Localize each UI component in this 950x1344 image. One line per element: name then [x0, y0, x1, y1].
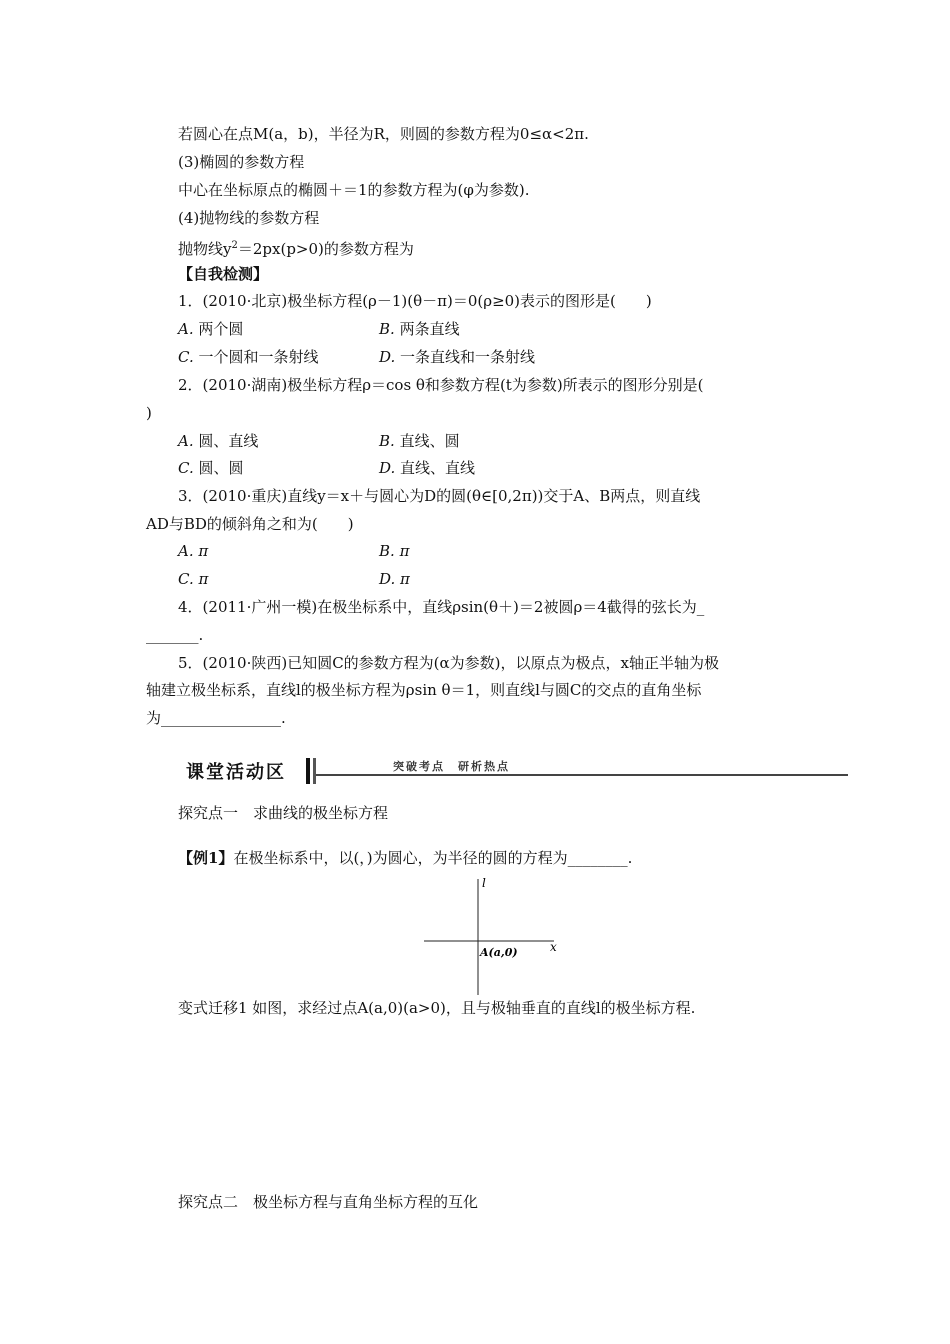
q1-option-d: [379, 347, 535, 367]
example-text: 在极坐标系中，以(，)为圆心，为半径的圆的方程为________.: [233, 849, 633, 867]
option-text: π: [198, 542, 209, 560]
option-label: A.: [178, 432, 194, 450]
option-text: 圆、圆: [198, 459, 244, 477]
q3-stem: 3．(2010·重庆)直线y＝x＋与圆心为D的圆(θ∈[0,2π))交于A、B两点，则直线: [178, 487, 701, 505]
coordinate-figure: [422, 875, 562, 999]
ellipse-text: 中心在坐标原点的椭圆＋＝1的参数方程为(φ为参数).: [178, 181, 530, 199]
x-label: x: [550, 940, 557, 954]
q3-stem-cont: AD与BD的倾斜角之和为( ): [146, 515, 354, 533]
section2-heading: 探究点二 极坐标方程与直角坐标方程的互化: [178, 1193, 479, 1211]
q4-stem: 4．(2011·广州一模)在极坐标系中，直线ρsin(θ＋)＝2被圆ρ＝4截得的弦长为_: [178, 598, 705, 616]
q3-option-b: [379, 541, 409, 561]
q1-stem: 1．(2010·北京)极坐标方程(ρ－1)(θ－π)＝0(ρ≥0)表示的图形是( ): [178, 292, 652, 310]
q1-option-c: [178, 347, 319, 367]
l-label: l: [482, 876, 486, 890]
point-a-label: A(a,0): [480, 946, 518, 959]
q2-option-a: [178, 431, 258, 451]
option-text: 两条直线: [399, 320, 460, 338]
parabola-text: [178, 236, 414, 259]
q3-option-c: [178, 569, 208, 589]
q5-stem: 5．(2010·陕西)已知圆C的参数方程为(α为参数)，以原点为极点，x轴正半轴为极: [178, 654, 719, 672]
option-text: 圆、直线: [198, 432, 259, 450]
option-label: D.: [379, 348, 396, 366]
section1-heading: 探究点一 求曲线的极坐标方程: [178, 804, 389, 822]
q1-option-b: [379, 319, 460, 339]
option-text: π: [400, 570, 410, 588]
option-text: π: [399, 542, 410, 560]
option-label: D.: [379, 459, 396, 477]
parabola-heading: (4)抛物线的参数方程: [178, 209, 320, 227]
option-label: A.: [178, 320, 194, 338]
q2-stem-cont: ): [146, 404, 152, 422]
parabola-text-pre: 抛物线y: [178, 240, 232, 258]
self-test-heading: 【自我检测】: [178, 265, 269, 283]
option-text: 一条直线和一条射线: [400, 348, 536, 366]
q2-option-c: [178, 458, 244, 478]
parabola-text-post: ＝2px(p>0)的参数方程为: [237, 240, 414, 258]
q1-option-a: [178, 319, 243, 339]
option-label: A.: [178, 542, 194, 560]
option-text: 直线、直线: [400, 459, 476, 477]
q5-stem-cont1: 轴建立极坐标系，直线l的极坐标方程为ρsin θ＝1，则直线l与圆C的交点的直角坐标: [146, 681, 702, 699]
banner-subtitle: 突破考点 研析热点: [393, 760, 510, 773]
ellipse-heading: (3)椭圆的参数方程: [178, 153, 305, 171]
variant1: 变式迁移1 如图，求经过点A(a,0)(a>0)，且与极轴垂直的直线l的极坐标方程.: [178, 999, 696, 1017]
option-text: π: [198, 570, 209, 588]
q2-option-d: [379, 458, 475, 478]
q2-stem: 2．(2010·湖南)极坐标方程ρ＝cos θ和参数方程(t为参数)所表示的图形分别是(: [178, 376, 704, 394]
q5-stem-cont2: 为________________.: [146, 709, 286, 727]
option-label: C.: [178, 459, 194, 477]
option-label: B.: [379, 542, 395, 560]
option-label: B.: [379, 320, 395, 338]
option-text: 一个圆和一条射线: [198, 348, 319, 366]
example-tag: 【例1】: [178, 849, 234, 867]
q3-option-d: [379, 569, 410, 589]
section-banner: [178, 756, 848, 786]
example1: [178, 848, 632, 868]
option-label: D.: [379, 570, 396, 588]
parabola-superscript: 2: [231, 240, 238, 251]
banner-title: 课堂活动区: [186, 762, 286, 783]
q4-stem-cont: _______.: [146, 626, 204, 644]
option-label: C.: [178, 570, 194, 588]
option-text: 直线、圆: [399, 432, 460, 450]
q3-option-a: [178, 541, 208, 561]
circle-parametric-line: 若圆心在点M(a，b)，半径为R，则圆的参数方程为0≤α<2π.: [178, 125, 589, 143]
option-label: C.: [178, 348, 194, 366]
option-label: B.: [379, 432, 395, 450]
option-text: 两个圆: [198, 320, 244, 338]
q2-option-b: [379, 431, 460, 451]
